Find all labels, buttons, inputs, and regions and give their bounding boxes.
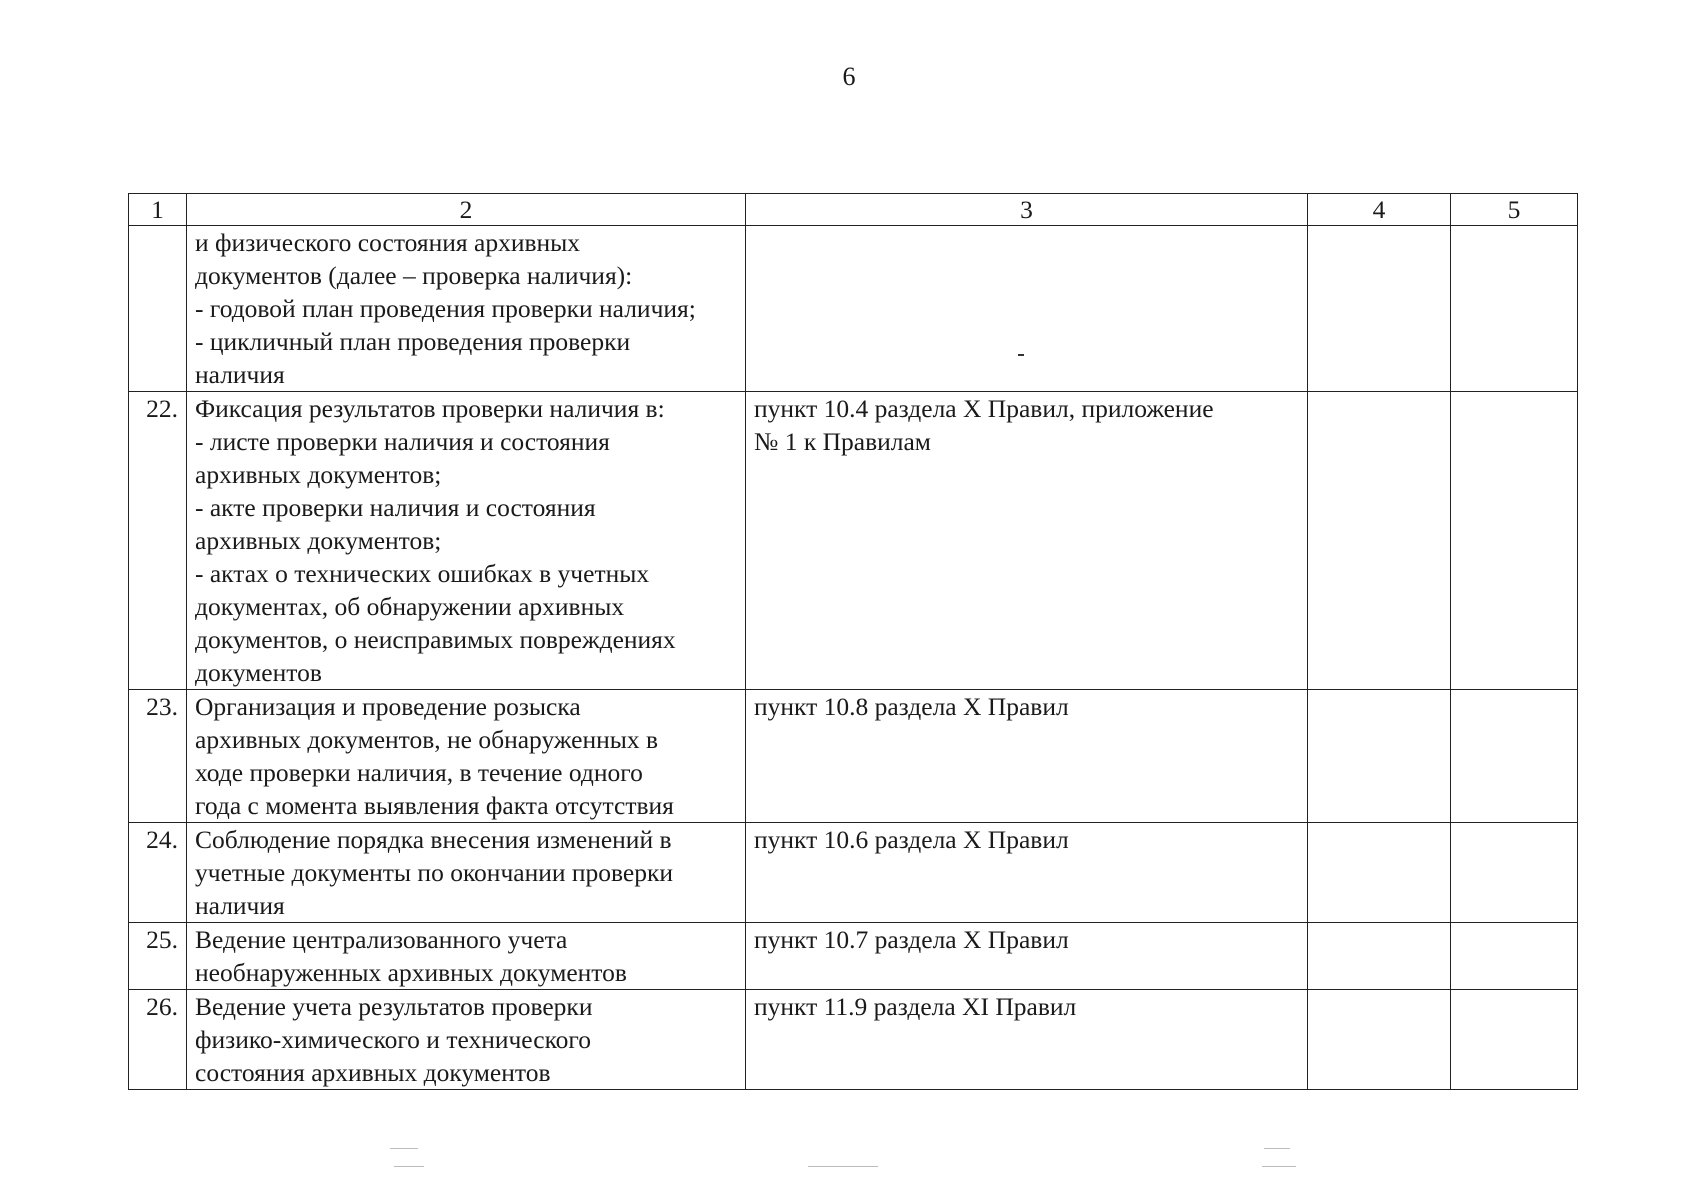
table-row [129, 823, 1578, 923]
stray-dash-mark [1018, 354, 1024, 356]
row-number: 24. [129, 823, 187, 923]
table-row [129, 226, 1578, 392]
requirement-line: Ведение учета результатов проверки [195, 992, 593, 1021]
column-5-cell [1451, 990, 1578, 1090]
table-row [129, 990, 1578, 1090]
requirement-line: архивных документов; [195, 460, 442, 489]
table-header-row [129, 194, 1578, 226]
requirement-line: и физического состояния архивных [195, 228, 581, 257]
reference-line: пункт 10.8 раздела X Правил [754, 692, 1069, 721]
requirement-line: Соблюдение порядка внесения изменений в [195, 825, 672, 854]
requirement-text [187, 226, 746, 392]
column-4-cell [1308, 990, 1451, 1090]
column-4-cell [1308, 690, 1451, 823]
table-row [129, 392, 1578, 690]
column-5-cell [1451, 392, 1578, 690]
row-number [129, 226, 187, 392]
requirement-line: документов (далее – проверка наличия): [195, 261, 633, 290]
requirement-line: года с момента выявления факта отсутствия [195, 791, 674, 820]
scan-artifact [394, 1166, 424, 1167]
requirement-line: учетные документы по окончании проверки [195, 858, 674, 887]
row-number: 23. [129, 690, 187, 823]
requirement-line: - листе проверки наличия и состояния [195, 427, 610, 456]
reference-line: № 1 к Правилам [754, 427, 931, 456]
scan-artifact [808, 1166, 878, 1167]
requirement-line: архивных документов; [195, 526, 442, 555]
header-cell-4: 4 [1308, 194, 1451, 226]
column-5-cell [1451, 923, 1578, 990]
page-number: 6 [842, 62, 856, 91]
requirement-line: документов [195, 658, 322, 687]
header-cell-3: 3 [746, 194, 1308, 226]
column-5-cell [1451, 690, 1578, 823]
header-cell-1: 1 [129, 194, 187, 226]
row-number: 26. [129, 990, 187, 1090]
table-row [129, 690, 1578, 823]
header-cell-5: 5 [1451, 194, 1578, 226]
requirement-text [187, 923, 746, 990]
requirement-line: - акте проверки наличия и состояния [195, 493, 596, 522]
requirement-line: наличия [195, 891, 285, 920]
requirement-line: - актах о технических ошибках в учетных [195, 559, 650, 588]
regulation-reference [746, 823, 1308, 923]
requirement-line: ходе проверки наличия, в течение одного [195, 758, 643, 787]
header-cell-2: 2 [187, 194, 746, 226]
column-4-cell [1308, 823, 1451, 923]
regulation-reference [746, 690, 1308, 823]
scan-artifact [1262, 1166, 1296, 1167]
requirement-text [187, 392, 746, 690]
reference-line: пункт 10.4 раздела X Правил, приложение [754, 394, 1214, 423]
regulation-reference [746, 923, 1308, 990]
requirement-line: Ведение централизованного учета [195, 925, 568, 954]
regulation-reference [746, 226, 1308, 392]
reference-line: пункт 11.9 раздела XI Правил [754, 992, 1077, 1021]
requirement-line: архивных документов, не обнаруженных в [195, 725, 659, 754]
requirement-line: документов, о неисправимых повреждениях [195, 625, 676, 654]
requirement-line: состояния архивных документов [195, 1058, 551, 1087]
requirement-line: - годовой план проведения проверки наличия; [195, 294, 696, 323]
requirement-line: наличия [195, 360, 285, 389]
requirement-line: физико-химического и технического [195, 1025, 591, 1054]
requirement-line: необнаруженных архивных документов [195, 958, 627, 987]
reference-line: пункт 10.6 раздела X Правил [754, 825, 1069, 854]
scan-artifact [1264, 1148, 1290, 1149]
scan-artifact [390, 1148, 418, 1149]
checklist-table [128, 193, 1578, 1090]
row-number: 25. [129, 923, 187, 990]
column-5-cell [1451, 823, 1578, 923]
column-4-cell [1308, 392, 1451, 690]
column-5-cell [1451, 226, 1578, 392]
requirement-text [187, 690, 746, 823]
requirement-text [187, 990, 746, 1090]
reference-line: пункт 10.7 раздела X Правил [754, 925, 1069, 954]
column-4-cell [1308, 226, 1451, 392]
row-number: 22. [129, 392, 187, 690]
requirement-line: - цикличный план проведения проверки [195, 327, 631, 356]
column-4-cell [1308, 923, 1451, 990]
table-row [129, 923, 1578, 990]
requirement-line: Организация и проведение розыска [195, 692, 581, 721]
requirement-text [187, 823, 746, 923]
regulation-reference [746, 990, 1308, 1090]
requirement-line: Фиксация результатов проверки наличия в: [195, 394, 665, 423]
regulation-reference [746, 392, 1308, 690]
requirement-line: документах, об обнаружении архивных [195, 592, 625, 621]
